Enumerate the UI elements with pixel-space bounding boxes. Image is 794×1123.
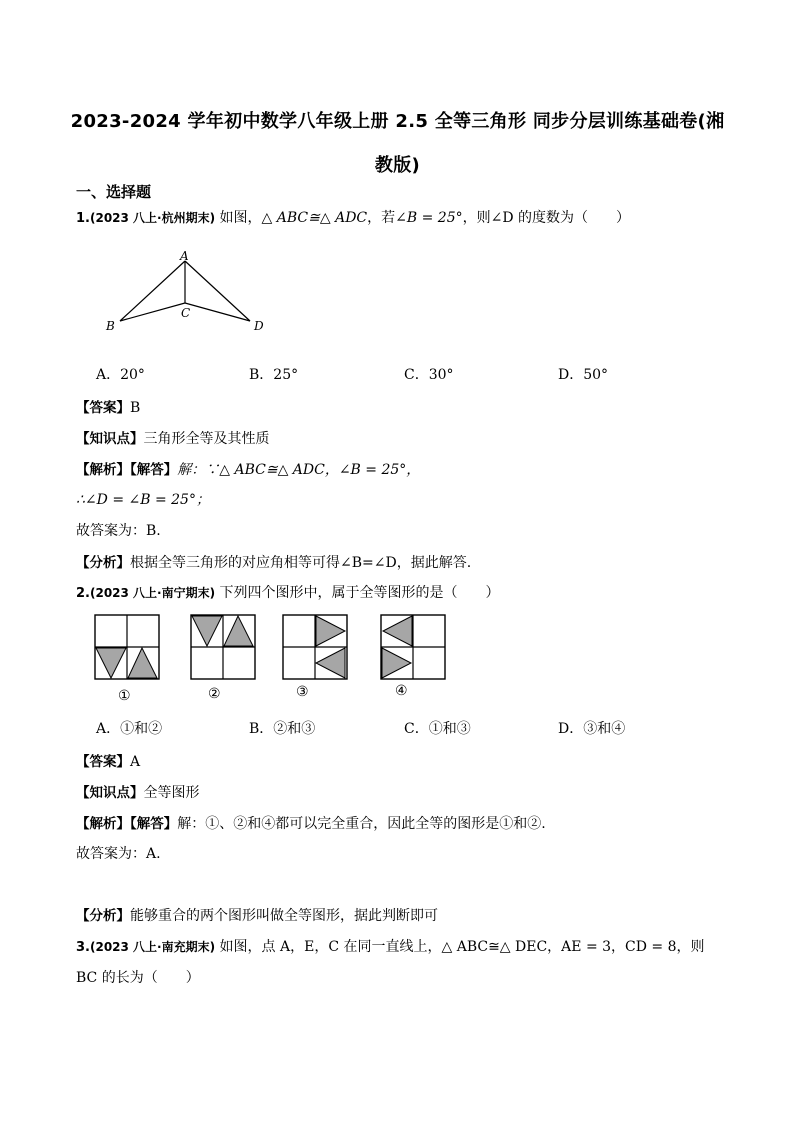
question-2-stem bbox=[76, 582, 500, 602]
vertex-label-b: B bbox=[106, 319, 115, 333]
figure-label-1: ① bbox=[118, 688, 131, 704]
vertex-label-d: D bbox=[254, 319, 264, 333]
fenxi-text: 根据全等三角形的对应角相等可得∠B=∠D，据此解答. bbox=[130, 555, 472, 571]
vertex-label-c: C bbox=[181, 306, 191, 320]
figure-label-3: ③ bbox=[296, 684, 309, 700]
answer-line bbox=[76, 396, 140, 416]
knowledge-tag: 【知识点】 bbox=[76, 431, 144, 447]
answer-value: A bbox=[130, 754, 141, 770]
knowledge-line bbox=[76, 427, 270, 448]
section-heading: 一、选择题 bbox=[76, 183, 152, 201]
option-b[interactable]: B．25° bbox=[249, 367, 299, 383]
question-source: (2023 八上·杭州期末) bbox=[89, 211, 216, 225]
knowledge-tag: 【知识点】 bbox=[76, 785, 144, 801]
grid-figure-2 bbox=[190, 614, 256, 680]
question-3-stem bbox=[76, 936, 705, 956]
analysis-line bbox=[76, 458, 420, 479]
knowledge-value: 全等图形 bbox=[143, 785, 200, 801]
grid-figure-3 bbox=[282, 614, 348, 680]
figure-label-2: ② bbox=[208, 686, 221, 702]
analysis-text: 解：①、②和④都可以完全重合，因此全等的图形是①和②. bbox=[177, 816, 546, 832]
stem-math: △ ABC≅△ ADC bbox=[261, 210, 368, 226]
fenxi-tag: 【分析】 bbox=[76, 908, 130, 924]
answer-value: B bbox=[130, 400, 141, 416]
fenxi-line bbox=[76, 551, 471, 572]
knowledge-line bbox=[76, 781, 200, 802]
triangle-figure bbox=[100, 248, 280, 340]
question-number: 1. bbox=[76, 211, 90, 226]
option-b[interactable]: B．②和③ bbox=[249, 721, 316, 737]
stem-text-mid: ，若 bbox=[367, 210, 396, 226]
grid-figure-1 bbox=[94, 614, 160, 680]
page-title: 2023-2024 学年初中数学八年级上册 2.5 全等三角形 同步分层训练基础卷(湘教版) bbox=[70, 111, 725, 176]
option-c[interactable]: C．①和③ bbox=[404, 721, 471, 737]
stem-text: 如图， bbox=[219, 210, 262, 226]
stem-text: 下列四个图形中，属于全等图形的是（ ） bbox=[219, 585, 500, 601]
question-source: (2023 八上·南宁期末) bbox=[89, 586, 216, 600]
option-d[interactable]: D．50° bbox=[558, 367, 609, 383]
question-source: (2023 八上·南充期末) bbox=[89, 940, 216, 954]
option-c[interactable]: C．30° bbox=[404, 367, 454, 383]
grid-figure-4 bbox=[380, 614, 446, 680]
analysis-line bbox=[76, 812, 546, 833]
figure-label-4: ④ bbox=[395, 683, 408, 699]
option-a[interactable]: A．①和② bbox=[96, 721, 163, 737]
option-a[interactable]: A．20° bbox=[96, 367, 145, 383]
answer-tag: 【答案】 bbox=[76, 754, 130, 770]
answer-tag: 【答案】 bbox=[76, 400, 130, 416]
vertex-label-a: A bbox=[180, 249, 189, 263]
analysis-tag: 【解析】【解答】 bbox=[76, 462, 178, 478]
stem-math-2: ∠B = 25° bbox=[395, 210, 463, 226]
question-number: 2. bbox=[76, 586, 90, 601]
question-number: 3. bbox=[76, 940, 90, 955]
question-1-stem bbox=[76, 207, 630, 227]
fenxi-tag: 【分析】 bbox=[76, 555, 130, 571]
question-3-stem-line-2: BC 的长为（ ） bbox=[76, 970, 200, 986]
analysis-line-2: ∴∠D = ∠B = 25°； bbox=[76, 492, 210, 508]
stem-text: 如图，点 A，E，C 在同一直线上，△ ABC≅△ DEC，AE = 3，CD = 8，则 bbox=[219, 939, 705, 955]
answer-line bbox=[76, 750, 140, 770]
fenxi-text: 能够重合的两个图形叫做全等图形，据此判断即可 bbox=[130, 908, 438, 924]
analysis-tag: 【解析】【解答】 bbox=[76, 816, 178, 832]
conclusion-line: 故答案为：A. bbox=[76, 846, 161, 862]
conclusion-line: 故答案为：B. bbox=[76, 523, 161, 539]
knowledge-value: 三角形全等及其性质 bbox=[143, 431, 270, 447]
option-d[interactable]: D．③和④ bbox=[558, 721, 626, 737]
stem-text-end: ，则∠D 的度数为（ ） bbox=[462, 210, 631, 226]
analysis-text: 解：∵△ ABC≅△ ADC，∠B = 25°， bbox=[177, 462, 421, 478]
fenxi-line bbox=[76, 904, 438, 925]
